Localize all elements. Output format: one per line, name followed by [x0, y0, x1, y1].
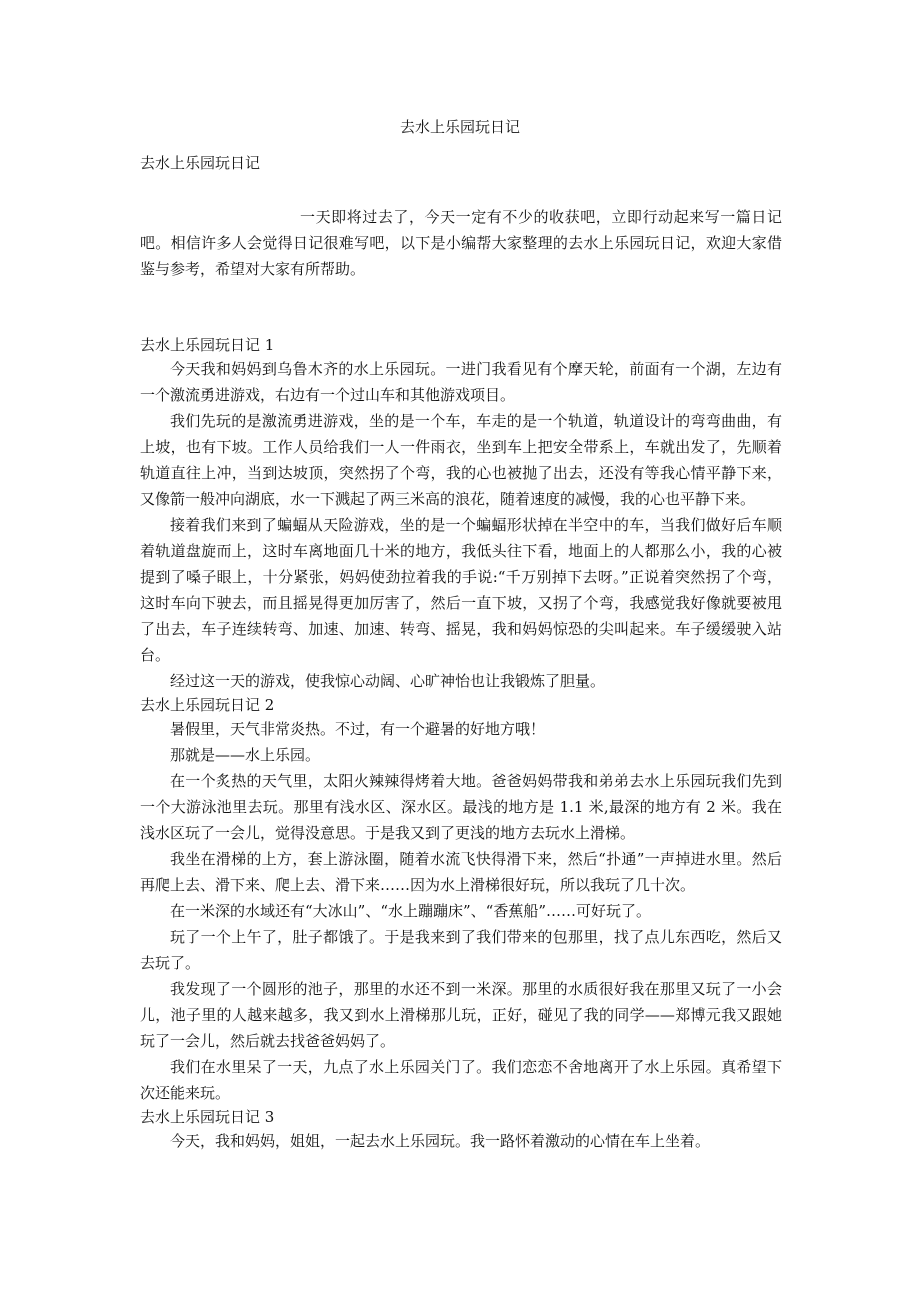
paragraph: 在一米深的水域还有“大冰山”、“水上蹦蹦床”、“香蕉船”……可好玩了。 [170, 902, 652, 920]
paragraph: 我们先玩的是激流勇进游戏，坐的是一个车，车走的是一个轨道，轨道设计的弯弯曲曲，有上坡，也有下坡。工作人员给我们一人一件雨衣，坐到车上把安全带系上，车就出发了，先顺着轨道直往上冲，当到达坡顶，突然拐了个弯，我的心也被抛了出去，还没有等我心情平静下来，又像箭一般冲向湖底，水一下溅起了两三米高的浪花，随着速度的减慢，我的心也平静下来。 [140, 412, 782, 508]
section-heading: 去水上乐园玩日记 2 [140, 696, 275, 714]
section-heading: 去水上乐园玩日记 1 [140, 336, 275, 354]
paragraph: 接着我们来到了蝙蝠从天险游戏，坐的是一个蝙蝠形状掉在半空中的车，当我们做好后车顺着轨道盘旋而上，这时车离地面几十米的地方，我低头往下看，地面上的人都那么小，我的心被提到了嗓子眼上，十分紧张，妈妈使劲拉着我的手说:“千万别掉下去呀。”正说着突然拐了个弯，这时车向下驶去，而且摇晃得更加厉害了，然后一直下坡，又拐了个弯，我感觉我好像就要被甩了出去，车子连续转弯、加速、加速、转弯、摇晃，我和妈妈惊恐的尖叫起来。车子缓缓驶入站台。 [140, 516, 782, 664]
intro-paragraph: 一天即将过去了，今天一定有不少的收获吧，立即行动起来写一篇日记吧。相信许多人会觉得日记很难写吧，以下是小编帮大家整理的去水上乐园玩日记，欢迎大家借鉴与参考，希望对大家有所帮助。 [140, 208, 782, 278]
paragraph: 在一个炙热的天气里，太阳火辣辣得烤着大地。爸爸妈妈带我和弟弟去水上乐园玩我们先到一个大游泳池里去玩。那里有浅水区、深水区。最浅的地方是 1.1 米,最深的地方有 2 米。我在浅水区玩了一会儿，觉得没意思。于是我又到了更浅的地方去玩水上滑梯。 [140, 772, 782, 842]
paragraph: 我发现了一个圆形的池子，那里的水还不到一米深。那里的水质很好我在那里又玩了一小会儿，池子里的人越来越多，我又到水上滑梯那儿玩，正好，碰见了我的同学——郑博元我又跟她玩了一会儿，然后就去找爸爸妈妈了。 [140, 980, 782, 1050]
paragraph: 今天我和妈妈到乌鲁木齐的水上乐园玩。一进门我看见有个摩天轮，前面有一个湖，左边有一个激流勇进游戏，右边有一个过山车和其他游戏项目。 [140, 360, 782, 404]
paragraph: 我坐在滑梯的上方，套上游泳圈，随着水流飞快得滑下来，然后“扑通”一声掉进水里。然后再爬上去、滑下来、爬上去、滑下来……因为水上滑梯很好玩，所以我玩了几十次。 [140, 850, 782, 894]
paragraph: 玩了一个上午了，肚子都饿了。于是我来到了我们带来的包那里，找了点儿东西吃，然后又去玩了。 [140, 928, 782, 972]
section-heading: 去水上乐园玩日记 3 [140, 1108, 275, 1126]
document-body [140, 334, 782, 1154]
paragraph: 经过这一天的游戏，使我惊心动阔、心旷神怡也让我锻炼了胆量。 [170, 672, 606, 690]
document-title: 去水上乐园玩日记 [399, 118, 520, 136]
document-subtitle: 去水上乐园玩日记 [140, 154, 261, 172]
paragraph: 那就是——水上乐园。 [170, 746, 321, 764]
paragraph: 今天，我和妈妈，姐姐，一起去水上乐园玩。我一路怀着激动的心情在车上坐着。 [170, 1132, 711, 1150]
paragraph: 我们在水里呆了一天，九点了水上乐园关门了。我们恋恋不舍地离开了水上乐园。真希望下次还能来玩。 [140, 1058, 782, 1102]
paragraph: 暑假里，天气非常炎热。不过，有一个避暑的好地方哦！ [170, 720, 546, 738]
